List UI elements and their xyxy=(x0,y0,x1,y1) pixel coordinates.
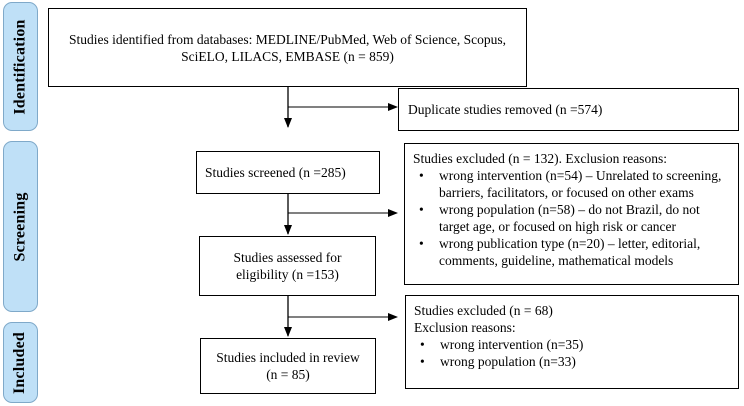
excluded-eligibility-line1: Studies excluded (n = 68) xyxy=(414,303,553,318)
box-identified xyxy=(48,8,527,87)
excluded-screening-reasons xyxy=(413,167,730,269)
box-included xyxy=(200,338,376,394)
box-assessed xyxy=(199,236,376,296)
box-excluded-eligibility xyxy=(405,295,739,389)
excluded-eligibility-reasons xyxy=(414,336,730,370)
phase-screening-label: Screening xyxy=(11,191,29,262)
duplicates-text: Duplicate studies removed (n =574) xyxy=(408,102,603,117)
assessed-text: Studies assessed for eligibility (n =153) xyxy=(233,250,342,282)
excluded-eligibility-line2: Exclusion reasons: xyxy=(414,320,516,335)
identified-line1: Studies identified from databases: MEDLINE/PubMed, Web of Science, Scopus, xyxy=(69,31,506,47)
phase-included-label: Included xyxy=(11,331,29,394)
box-screened xyxy=(196,151,380,194)
phase-identification-label: Identification xyxy=(11,18,29,115)
box-duplicates xyxy=(398,88,739,131)
identified-line2: SciELO, LILACS, EMBASE (n = 859) xyxy=(181,48,394,64)
reason-wrong-intervention-eligibility: • wrong intervention (n=35) xyxy=(414,336,730,353)
included-text: Studies included in review (n = 85) xyxy=(216,350,360,382)
excluded-screening-header: Studies excluded (n = 132). Exclusion reasons: xyxy=(413,151,667,166)
reason-wrong-population-eligibility: • wrong population (n=33) xyxy=(414,353,730,370)
reason-wrong-publication-type: • wrong publication type (n=20) – letter, editorial, comments, guideline, mathematical models xyxy=(413,235,730,269)
reason-wrong-intervention: • wrong intervention (n=54) – Unrelated to screening, barriers, facilitators, or focused on other exams xyxy=(413,167,730,201)
reason-wrong-population: • wrong population (n=58) – do not Brazil, do not target age, or focused on high risk or cancer xyxy=(413,201,730,235)
screened-text: Studies screened (n =285) xyxy=(205,165,346,180)
box-excluded-screening xyxy=(404,143,739,285)
